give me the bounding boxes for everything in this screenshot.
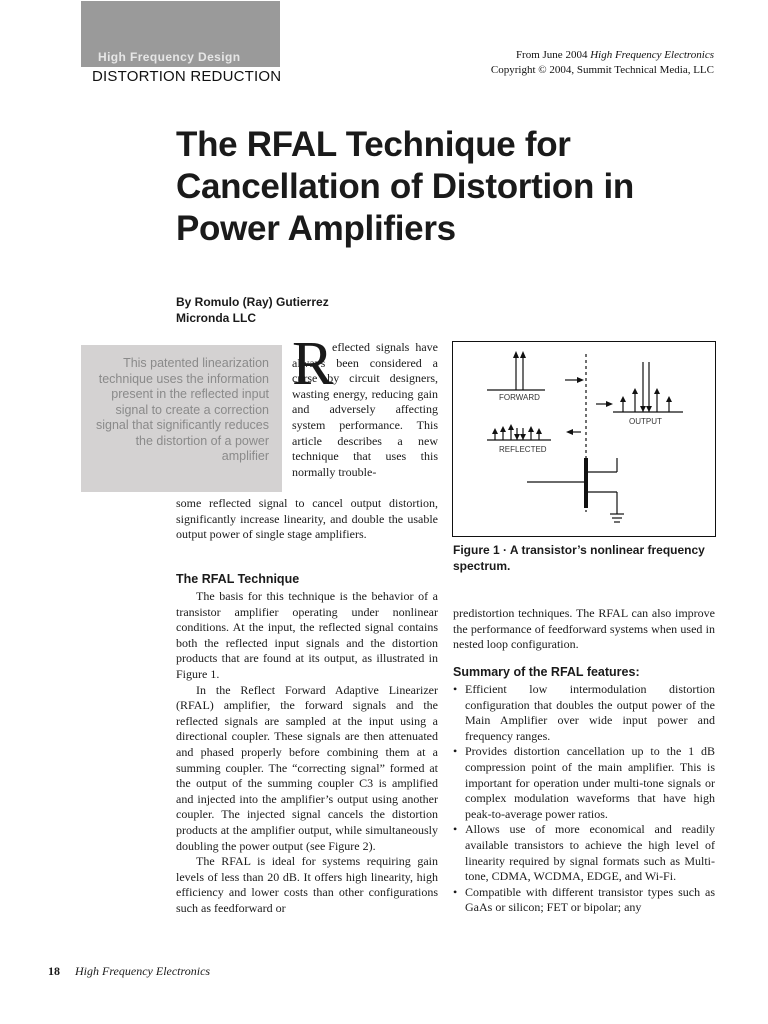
reflected-label: REFLECTED: [499, 445, 547, 454]
intro-paragraph-end: some reflected signal to cancel output distortion, significantly increase linearity, and double the usable output power of single stage amplifiers.: [176, 496, 438, 542]
affiliation: Micronda LLC: [176, 311, 256, 325]
copyright: Copyright © 2004, Summit Technical Media, LLC: [490, 64, 714, 76]
forward-arrow-head: [513, 351, 519, 358]
section-topic: DISTORTION REDUCTION: [92, 68, 282, 85]
reflected-arrow-head: [566, 429, 573, 435]
body-paragraph: The RFAL is ideal for systems requiring gain levels of less than 20 dB. It offers high linearity, high efficiency and lower costs than other configurations such as feedforward or: [176, 854, 438, 915]
list-item: • Compatible with different transistor types such as GaAs or silicon; FET or bipolar; any: [453, 884, 715, 915]
right-column-intro: [453, 606, 715, 653]
feature-list: [453, 682, 715, 916]
footer-publication: High Frequency Electronics: [75, 964, 211, 978]
output-label: OUTPUT: [629, 417, 662, 426]
intro-text-wrapped: [292, 340, 438, 480]
list-item: • Efficient low intermodulation distortion configuration that doubles the output power of the Main Amplifier over wide input power and frequency ranges.: [453, 682, 715, 743]
intro-paragraph-start: eflected signals have always been considered a curse by circuit designers, wasting energy, reducing gain and adversely affecting system performance. This article describes a new technique that uses this normally trouble-: [292, 340, 438, 479]
left-column-body: [176, 589, 438, 916]
source-prefix: From June 2004: [515, 49, 588, 61]
section-label: High Frequency Design: [98, 50, 241, 64]
bullet-icon: •: [453, 822, 458, 837]
body-paragraph: predistortion techniques. The RFAL can also improve the performance of feedforward systems when used in nested loop configuration.: [453, 606, 715, 652]
byline: [176, 294, 329, 326]
page-number: 18: [48, 964, 60, 978]
body-paragraph: In the Reflect Forward Adaptive Linearizer (RFAL) amplifier, the forward signals and the reflected signals are sampled at the input using a directional coupler. These signals are then attenuated and phased properly before combining them at a summing coupler. The “correcting signal” formed at the output of the summing coupler C3 is amplified and injected into the amplifier’s output using another coupler. The injected signal cancels the distortion products at the amplifier output, while simultaneously doubling the power output (see Figure 2).: [176, 682, 438, 853]
bullet-icon: •: [453, 682, 458, 696]
output-arrow-head: [606, 401, 613, 407]
author: By Romulo (Ray) Gutierrez: [176, 295, 329, 309]
figure-1: [452, 341, 716, 537]
source-publication: High Frequency Electronics: [590, 49, 714, 61]
list-item: • Allows use of more economical and readily available transistors to achieve the high level of linearity required by signal formats such as Multi-tone, CDMA, WCDMA, EDGE, and Wi-Fi.: [453, 822, 715, 884]
forward-arrow-head: [520, 351, 526, 358]
figure-caption: Figure 1 · A transistor’s nonlinear frequency spectrum.: [453, 543, 705, 573]
article-title: The RFAL Technique for Cancellation of Distortion in Power Amplifiers: [176, 125, 634, 248]
intro-text-continued: [176, 496, 438, 543]
source-note: [491, 48, 714, 78]
forward-label: FORWARD: [499, 393, 540, 402]
summary-heading: Summary of the RFAL features:: [453, 665, 640, 679]
bullet-icon: •: [453, 744, 458, 759]
bullet-icon: •: [453, 884, 458, 899]
section-heading: The RFAL Technique: [176, 572, 300, 586]
signal-arrow-head: [577, 377, 584, 383]
drop-cap: R: [292, 330, 334, 398]
list-item: • Provides distortion cancellation up to the 1 dB compression point of the main amplifier. This is important for operation under multi-tone signals or complex modulation waveforms that have high peak-to-average power ratios.: [453, 744, 715, 821]
pull-quote: This patented linearization technique uses the information present in the reflected input signal to create a correction signal that significantly reduces the distortion of a power amplifier: [95, 356, 269, 463]
body-paragraph: The basis for this technique is the behavior of a transistor amplifier operating under nonlinear conditions. At the input, the reflected signal contains both the reflected input signals and the distortion products that are found at its output, as illustrated in Figure 1.: [176, 589, 438, 681]
spectrum-diagram: [453, 342, 715, 536]
